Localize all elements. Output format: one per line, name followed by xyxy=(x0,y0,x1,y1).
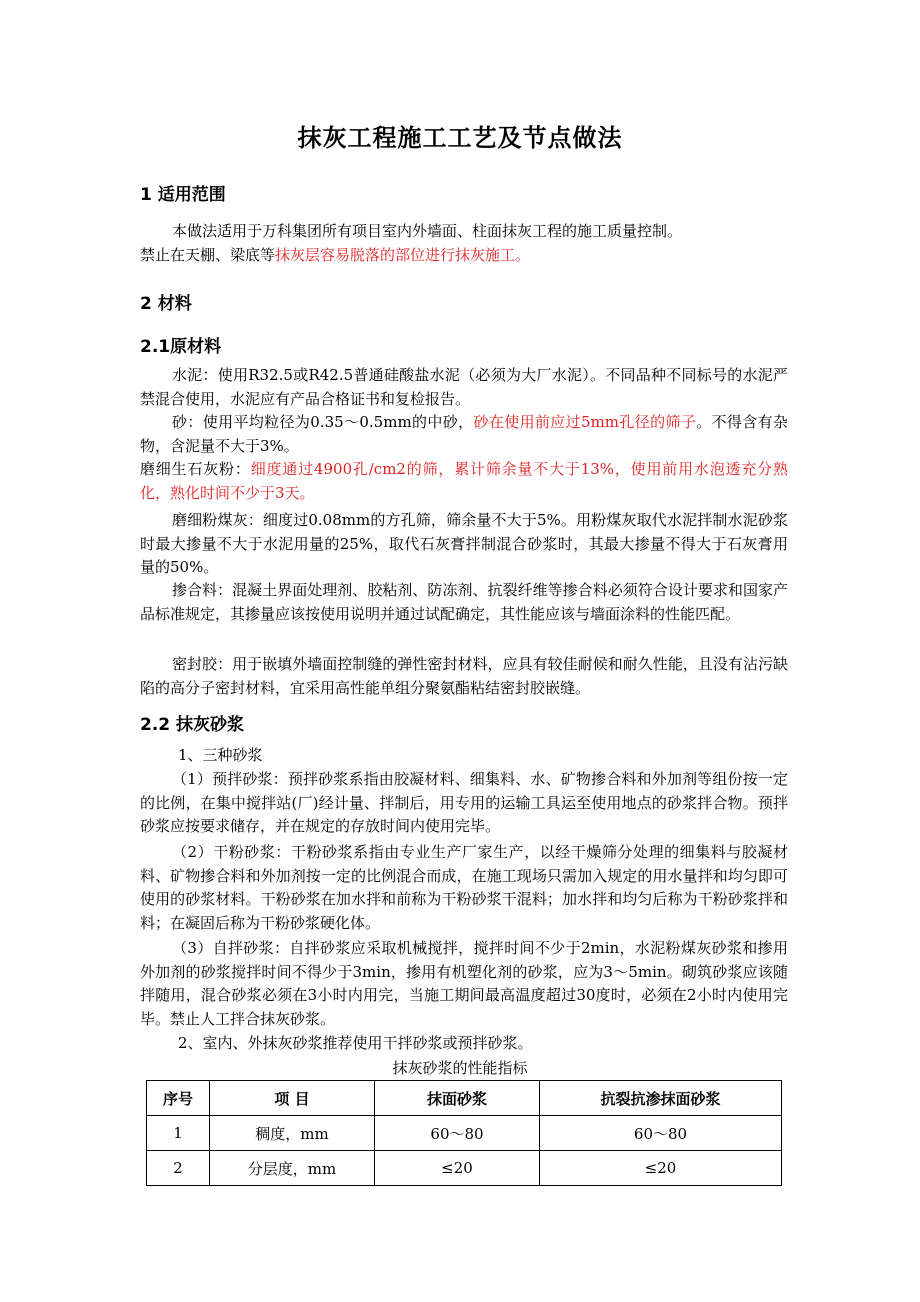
table-cell: 1 xyxy=(147,1116,210,1151)
document-title: 抹灰工程施工工艺及节点做法 xyxy=(297,124,623,152)
mortar-item-2: 2、室内、外抹灰砂浆推荐使用干拌砂浆或预拌砂浆。 xyxy=(178,1034,533,1052)
premix-mortar-paragraph: （1）预拌砂浆：预拌砂浆系指由胶凝材料、细集料、水、矿物掺合料和外加剂等组份按一定的比例，在集中搅拌站(厂)经计量、拌制后，用专用的运输工具运至使用地点的砂浆拌合物。预拌砂浆应按要求储存，并在规定的存放时间内使用完毕。 xyxy=(140,770,788,835)
drymix-mortar-paragraph: （2）干粉砂浆：干粉砂浆系指由专业生产厂家生产，以经干燥筛分处理的细集料与胶凝材料、矿物掺合料和外加剂按一定的比例混合而成，在施工现场只需加入规定的用水量拌和均匀即可使用的砂浆材料。干粉砂浆在加水拌和前称为干粉砂浆干混料；加水拌和均匀后称为干粉砂浆拌和料；在凝固后称为干粉砂浆硬化体。 xyxy=(140,843,788,932)
scope-paragraph xyxy=(140,220,788,267)
sealant-paragraph: 密封胶：用于嵌填外墙面控制缝的弹性密封材料，应具有较佳耐候和耐久性能，且没有沾污缺陷的高分子密封材料，宜采用高性能单组分聚氨酯粘结密封胶嵌缝。 xyxy=(140,655,788,697)
lime-paragraph xyxy=(140,458,788,505)
table-cell: ≤20 xyxy=(540,1151,782,1186)
table-row xyxy=(147,1116,782,1151)
section-heading-scope: 1 适用范围 xyxy=(140,185,226,205)
section-heading-raw-materials: 2.1原材料 xyxy=(140,337,222,357)
sand-text: 砂：使用平均粒径为0.35～0.5mm的中砂， xyxy=(172,413,474,431)
section-heading-materials: 2 材料 xyxy=(140,294,192,314)
lime-highlight: 细度通过4900孔/cm2的筛，累计筛余量不大于13%，使用前用水泡透充分熟化，熟化时间不少于3天。 xyxy=(140,460,788,502)
mortar-performance-table xyxy=(146,1080,782,1186)
scope-text: 本做法适用于万科集团所有项目室内外墙面、柱面抹灰工程的施工质量控制。 xyxy=(172,222,683,240)
table-row xyxy=(147,1151,782,1186)
table-cell: 稠度，mm xyxy=(210,1116,375,1151)
scope-prohibition-text: 禁止在天棚、梁底等 xyxy=(140,245,276,264)
flyash-paragraph: 磨细粉煤灰：细度过0.08mm的方孔筛，筛余量不大于5%。用粉煤灰取代水泥拌制水泥砂浆时最大掺量不大于水泥用量的25%，取代石灰膏拌制混合砂浆时，其最大掺量不得大于石灰膏用量的50%。 xyxy=(140,511,788,576)
sand-text-tail: 。不得含有杂物，含泥量不大于3%。 xyxy=(140,413,788,455)
header-cell-item: 项 目 xyxy=(210,1081,375,1116)
scope-prohibition-highlight: 抹灰层容易脱落的部位进行抹灰施工。 xyxy=(275,245,531,264)
header-cell-index: 序号 xyxy=(147,1081,210,1116)
header-cell-plaster-mortar: 抹面砂浆 xyxy=(375,1081,540,1116)
admixture-paragraph: 掺合料：混凝土界面处理剂、胶粘剂、防冻剂、抗裂纤维等掺合料必须符合设计要求和国家产品标准规定，其掺量应该按使用说明并通过试配确定，其性能应该与墙面涂料的性能匹配。 xyxy=(140,581,788,623)
table-header-row xyxy=(147,1081,782,1116)
table-cell: 60～80 xyxy=(375,1116,540,1151)
mortar-item-1: 1、三种砂浆 xyxy=(178,746,263,764)
table-cell: 2 xyxy=(147,1151,210,1186)
table-caption: 抹灰砂浆的性能指标 xyxy=(392,1059,528,1077)
section-heading-plaster-mortar: 2.2 抹灰砂浆 xyxy=(140,715,245,735)
sand-highlight: 砂在使用前应过5mm孔径的筛子 xyxy=(473,413,697,431)
selfmix-mortar-paragraph: （3）自拌砂浆：自拌砂浆应采取机械搅拌，搅拌时间不少于2min，水泥粉煤灰砂浆和掺用外加剂的砂浆搅拌时间不得少于3min，掺用有机塑化剂的砂浆，应为3～5min。砌筑砂浆应该随拌随用，混合砂浆必须在3小时内用完，当施工期间最高温度超过30度时，必须在2小时内使用完毕。禁止人工拌合抹灰砂浆。 xyxy=(140,939,788,1028)
sand-paragraph xyxy=(140,411,788,458)
header-cell-crack-resistant-mortar: 抗裂抗渗抹面砂浆 xyxy=(540,1081,782,1116)
table-cell: 60～80 xyxy=(540,1116,782,1151)
table-cell: 分层度，mm xyxy=(210,1151,375,1186)
lime-label: 磨细生石灰粉： xyxy=(140,460,251,478)
cement-paragraph: 水泥：使用R32.5或R42.5普通硅酸盐水泥（必须为大厂水泥）。不同品种不同标号的水泥严禁混合使用，水泥应有产品合格证书和复检报告。 xyxy=(140,366,788,408)
table-cell: ≤20 xyxy=(375,1151,540,1186)
